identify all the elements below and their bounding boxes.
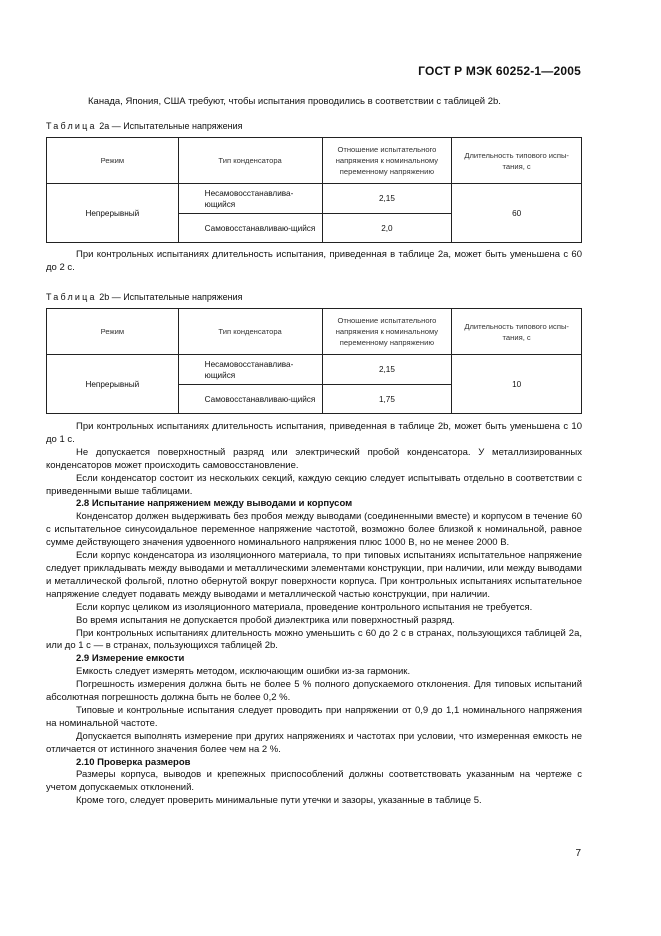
page-number: 7 [575,848,581,859]
table-2a-mode-cell: Непрерывный [47,184,179,243]
after-table-2a-text [46,249,582,275]
table-2a-header-row [47,138,582,184]
section-heading-2-9: 2.9 Измерение емкости [76,653,185,665]
paragraph: Типовые и контрольные испытания следует проводить при напряжении от 0,9 до 1,1 номинального напряжения на номинальной частоте. [46,704,582,729]
paragraph: Если конденсатор состоит из нескольких секций, каждую секцию следует испытывать отдельно в соответствии с приведенными выше таблицами. [46,472,582,497]
section-heading-2-10: 2.10 Проверка размеров [76,756,191,768]
table-2a-type-cell: Самовосстанавливаю-щийся [178,214,322,243]
table-row [47,184,582,214]
table-2b-ratio-cell: 1,75 [322,385,452,414]
paragraph: Во время испытания не допускается пробой диэлектрика или поверхностный разряд. [76,614,455,626]
table-2b-duration-cell: 10 [452,355,582,414]
table-2b-caption-word: Таблица [46,292,97,302]
table-2b-ratio-cell: 2,15 [322,355,452,385]
table-2a-header-ratio: Отношение испытательного напряжения к номинальному переменному напряжению [322,138,452,184]
table-2b-header-duration: Длительность типового испы-тания, с [452,309,582,355]
table-2b-header-ratio: Отношение испытательного напряжения к номинальному переменному напряжению [322,309,452,355]
paragraph: Погрешность измерения должна быть не более 5 % полного допускаемого отклонения. Для типовых испытаний абсолютная погрешность должна быть не более 0,2 %. [46,679,582,704]
table-2a-type-cell: Несамовосстанавлива-ющийся [178,184,322,214]
table-2b-header-type: Тип конденсатора [178,309,322,355]
table-2b-header-row [47,309,582,355]
paragraph: Размеры корпуса, выводов и крепежных приспособлений должны соответствовать указанным на чертеже с учетом допускаемых отклонений. [46,769,582,794]
paragraph: Емкость следует измерять методом, исключающим ошибки из-за гармоник. [76,666,411,678]
table-2b-mode-cell: Непрерывный [47,355,179,414]
table-2a [46,137,582,243]
paragraph: При контрольных испытаниях длительность испытания, приведенная в таблице 2a, может быть уменьшена с 60 до 2 с. [46,249,582,273]
table-2b-caption [46,291,243,303]
table-row [47,355,582,385]
paragraph: При контрольных испытаниях длительность испытания, приведенная в таблице 2b, может быть уменьшена с 10 до 1 с. [46,421,582,445]
paragraph: Конденсатор должен выдерживать без пробоя между выводами (соединенными вместе) и корпусом в течение 60 с испытательное синусоидальное переменное напряжение частотой, возможно более близкой к номинальной, равное сумме действующего значения удвоенного номинального напряжения плюс 1000 В, но не менее 2000 В. [46,511,582,549]
table-2b-caption-rest: 2b — Испытательные напряжения [96,292,243,302]
table-2b [46,308,582,414]
paragraph: Не допускается поверхностный разряд или электрический пробой конденсатора. У металлизированных конденсаторов может происходить самовосстановление. [46,446,582,471]
table-2a-header-duration: Длительность типового испы-тания, с [452,138,582,184]
standard-header: ГОСТ Р МЭК 60252-1—2005 [418,64,581,78]
table-2a-ratio-cell: 2,15 [322,184,452,214]
paragraph: Кроме того, следует проверить минимальные пути утечки и зазоры, указанные в таблице 5. [76,795,482,807]
main-body-text [46,421,582,808]
paragraph: Если корпус конденсатора из изоляционного материала, то при типовых испытаниях испытательное напряжение следует прикладывать между выводами и металлическими элементами конструкции, при наличии, или между выводами и металлической фольгой, плотно обернутой вокруг поверхности корпуса. При контрольных испытаниях испытательное напряжение следует подавать между выводами и металлической частью конструкции, при наличии. [46,550,582,600]
table-2a-header-mode: Режим [47,138,179,184]
table-2b-type-cell: Самовосстанавливаю-щийся [178,385,322,414]
paragraph: Допускается выполнять измерение при других напряжениях и частотах при условии, что измеренная емкость не отличается от истинного значения более чем на 2 %. [46,730,582,755]
table-2b-type-cell: Несамовосстанавлива-ющийся [178,355,322,385]
section-heading-2-8: 2.8 Испытание напряжением между выводами и корпусом [76,498,353,510]
paragraph: Если корпус целиком из изоляционного материала, проведение контрольного испытания не требуется. [76,601,533,613]
table-2a-header-type: Тип конденсатора [178,138,322,184]
table-2a-caption-word: Таблица [46,121,97,131]
table-2a-duration-cell: 60 [452,184,582,243]
table-2b-header-mode: Режим [47,309,179,355]
table-2a-ratio-cell: 2,0 [322,214,452,243]
table-2a-caption [46,120,243,132]
table-2a-caption-rest: 2a — Испытательные напряжения [96,121,243,131]
paragraph: При контрольных испытаниях длительность можно уменьшить с 60 до 2 с в странах, пользующихся таблицей 2a, или до 1 с — в странах, пользующихся таблицей 2b. [46,627,582,652]
intro-paragraph: Канада, Япония, США требуют, чтобы испытания проводились в соответствии с таблицей 2b. [88,96,501,107]
